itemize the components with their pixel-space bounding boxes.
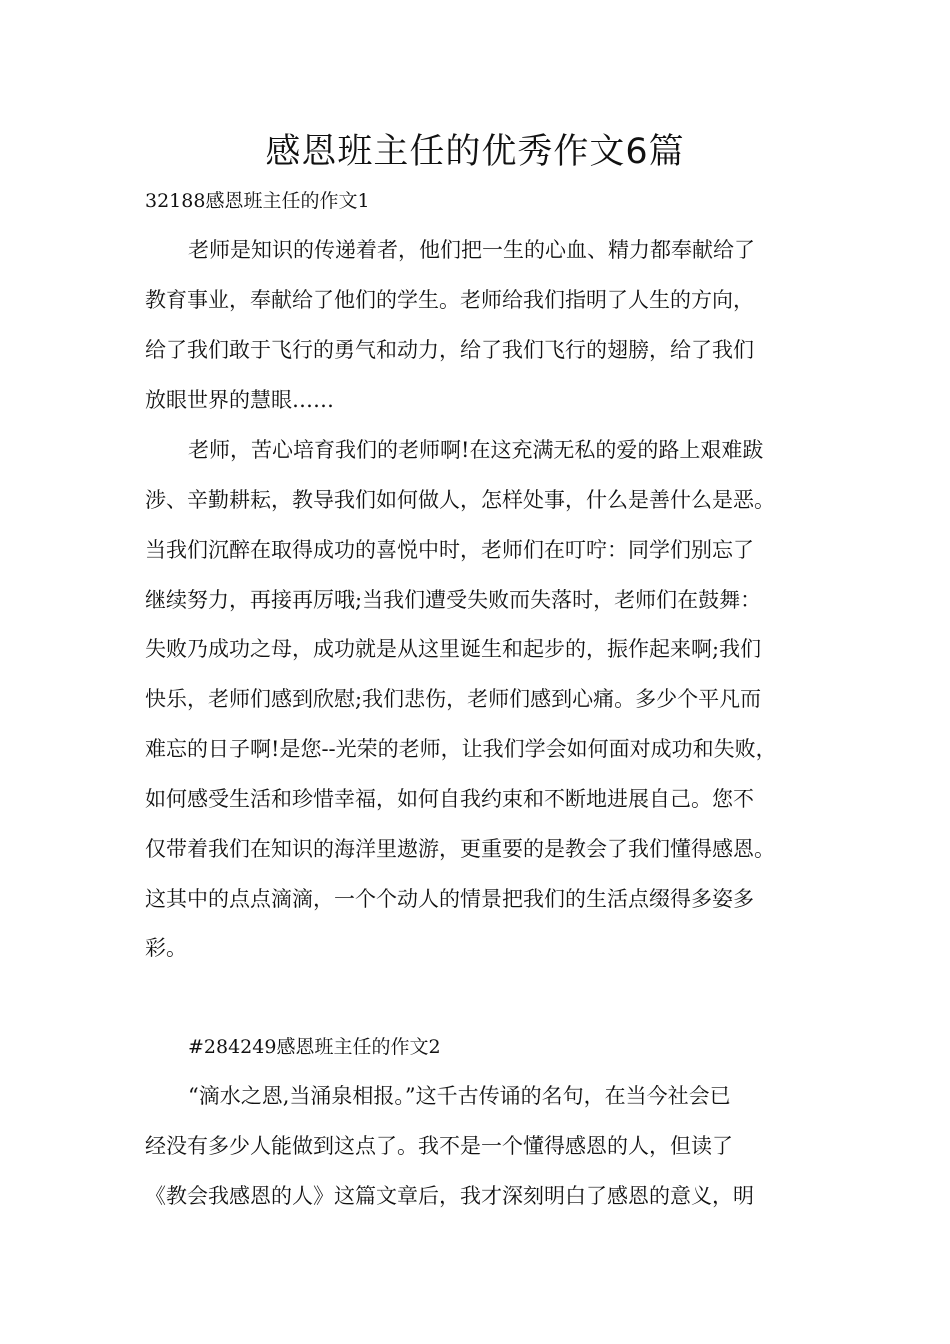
paragraph-line: 失败乃成功之母，成功就是从这里诞生和起步的，振作起来啊;我们 (145, 637, 762, 661)
paragraph-line: 《教会我感恩的人》这篇文章后，我才深刻明白了感恩的意义，明 (145, 1184, 754, 1208)
paragraph-line: 这其中的点点滴滴，一个个动人的情景把我们的生活点缀得多姿多 (145, 887, 754, 911)
paragraph-line: 如何感受生活和珍惜幸福，如何自我约束和不断地进展自己。您不 (145, 787, 754, 811)
paragraph-line: 彩。 (145, 936, 187, 960)
paragraph-line: 继续努力，再接再厉哦;当我们遭受失败而失落时，老师们在鼓舞： (145, 588, 762, 612)
paragraph-line: 涉、辛勤耕耘，教导我们如何做人，怎样处事，什么是善什么是恶。 (145, 488, 775, 512)
paragraph-line: 放眼世界的慧眼…… (145, 388, 334, 412)
paragraph-line: 教育事业，奉献给了他们的学生。老师给我们指明了人生的方向， (145, 288, 754, 312)
paragraph-line: 当我们沉醉在取得成功的喜悦中时，老师们在叮咛：同学们别忘了 (145, 538, 754, 562)
paragraph-line: 给了我们敢于飞行的勇气和动力，给了我们飞行的翅膀，给了我们 (145, 338, 754, 362)
paragraph-line: 老师，苦心培育我们的老师啊!在这充满无私的爱的路上艰难跋 (188, 438, 764, 462)
paragraph-line: “滴水之恩,当涌泉相报。”这千古传诵的名句，在当今社会已 (188, 1084, 731, 1108)
paragraph-line: 快乐，老师们感到欣慰;我们悲伤，老师们感到心痛。多少个平凡而 (145, 687, 762, 711)
paragraph-line: 老师是知识的传递着者，他们把一生的心血、精力都奉献给了 (188, 238, 755, 262)
document-title: 感恩班主任的优秀作文6篇 (265, 132, 685, 172)
paragraph-line: 仅带着我们在知识的海洋里遨游，更重要的是教会了我们懂得感恩。 (145, 837, 775, 861)
section-1-heading: 32188感恩班主任的作文1 (145, 190, 370, 212)
paragraph-line: 难忘的日子啊!是您--光荣的老师，让我们学会如何面对成功和失败， (145, 737, 777, 761)
paragraph-line: 经没有多少人能做到这点了。我不是一个懂得感恩的人，但读了 (145, 1134, 733, 1158)
section-2-heading: #284249感恩班主任的作文2 (188, 1036, 441, 1058)
